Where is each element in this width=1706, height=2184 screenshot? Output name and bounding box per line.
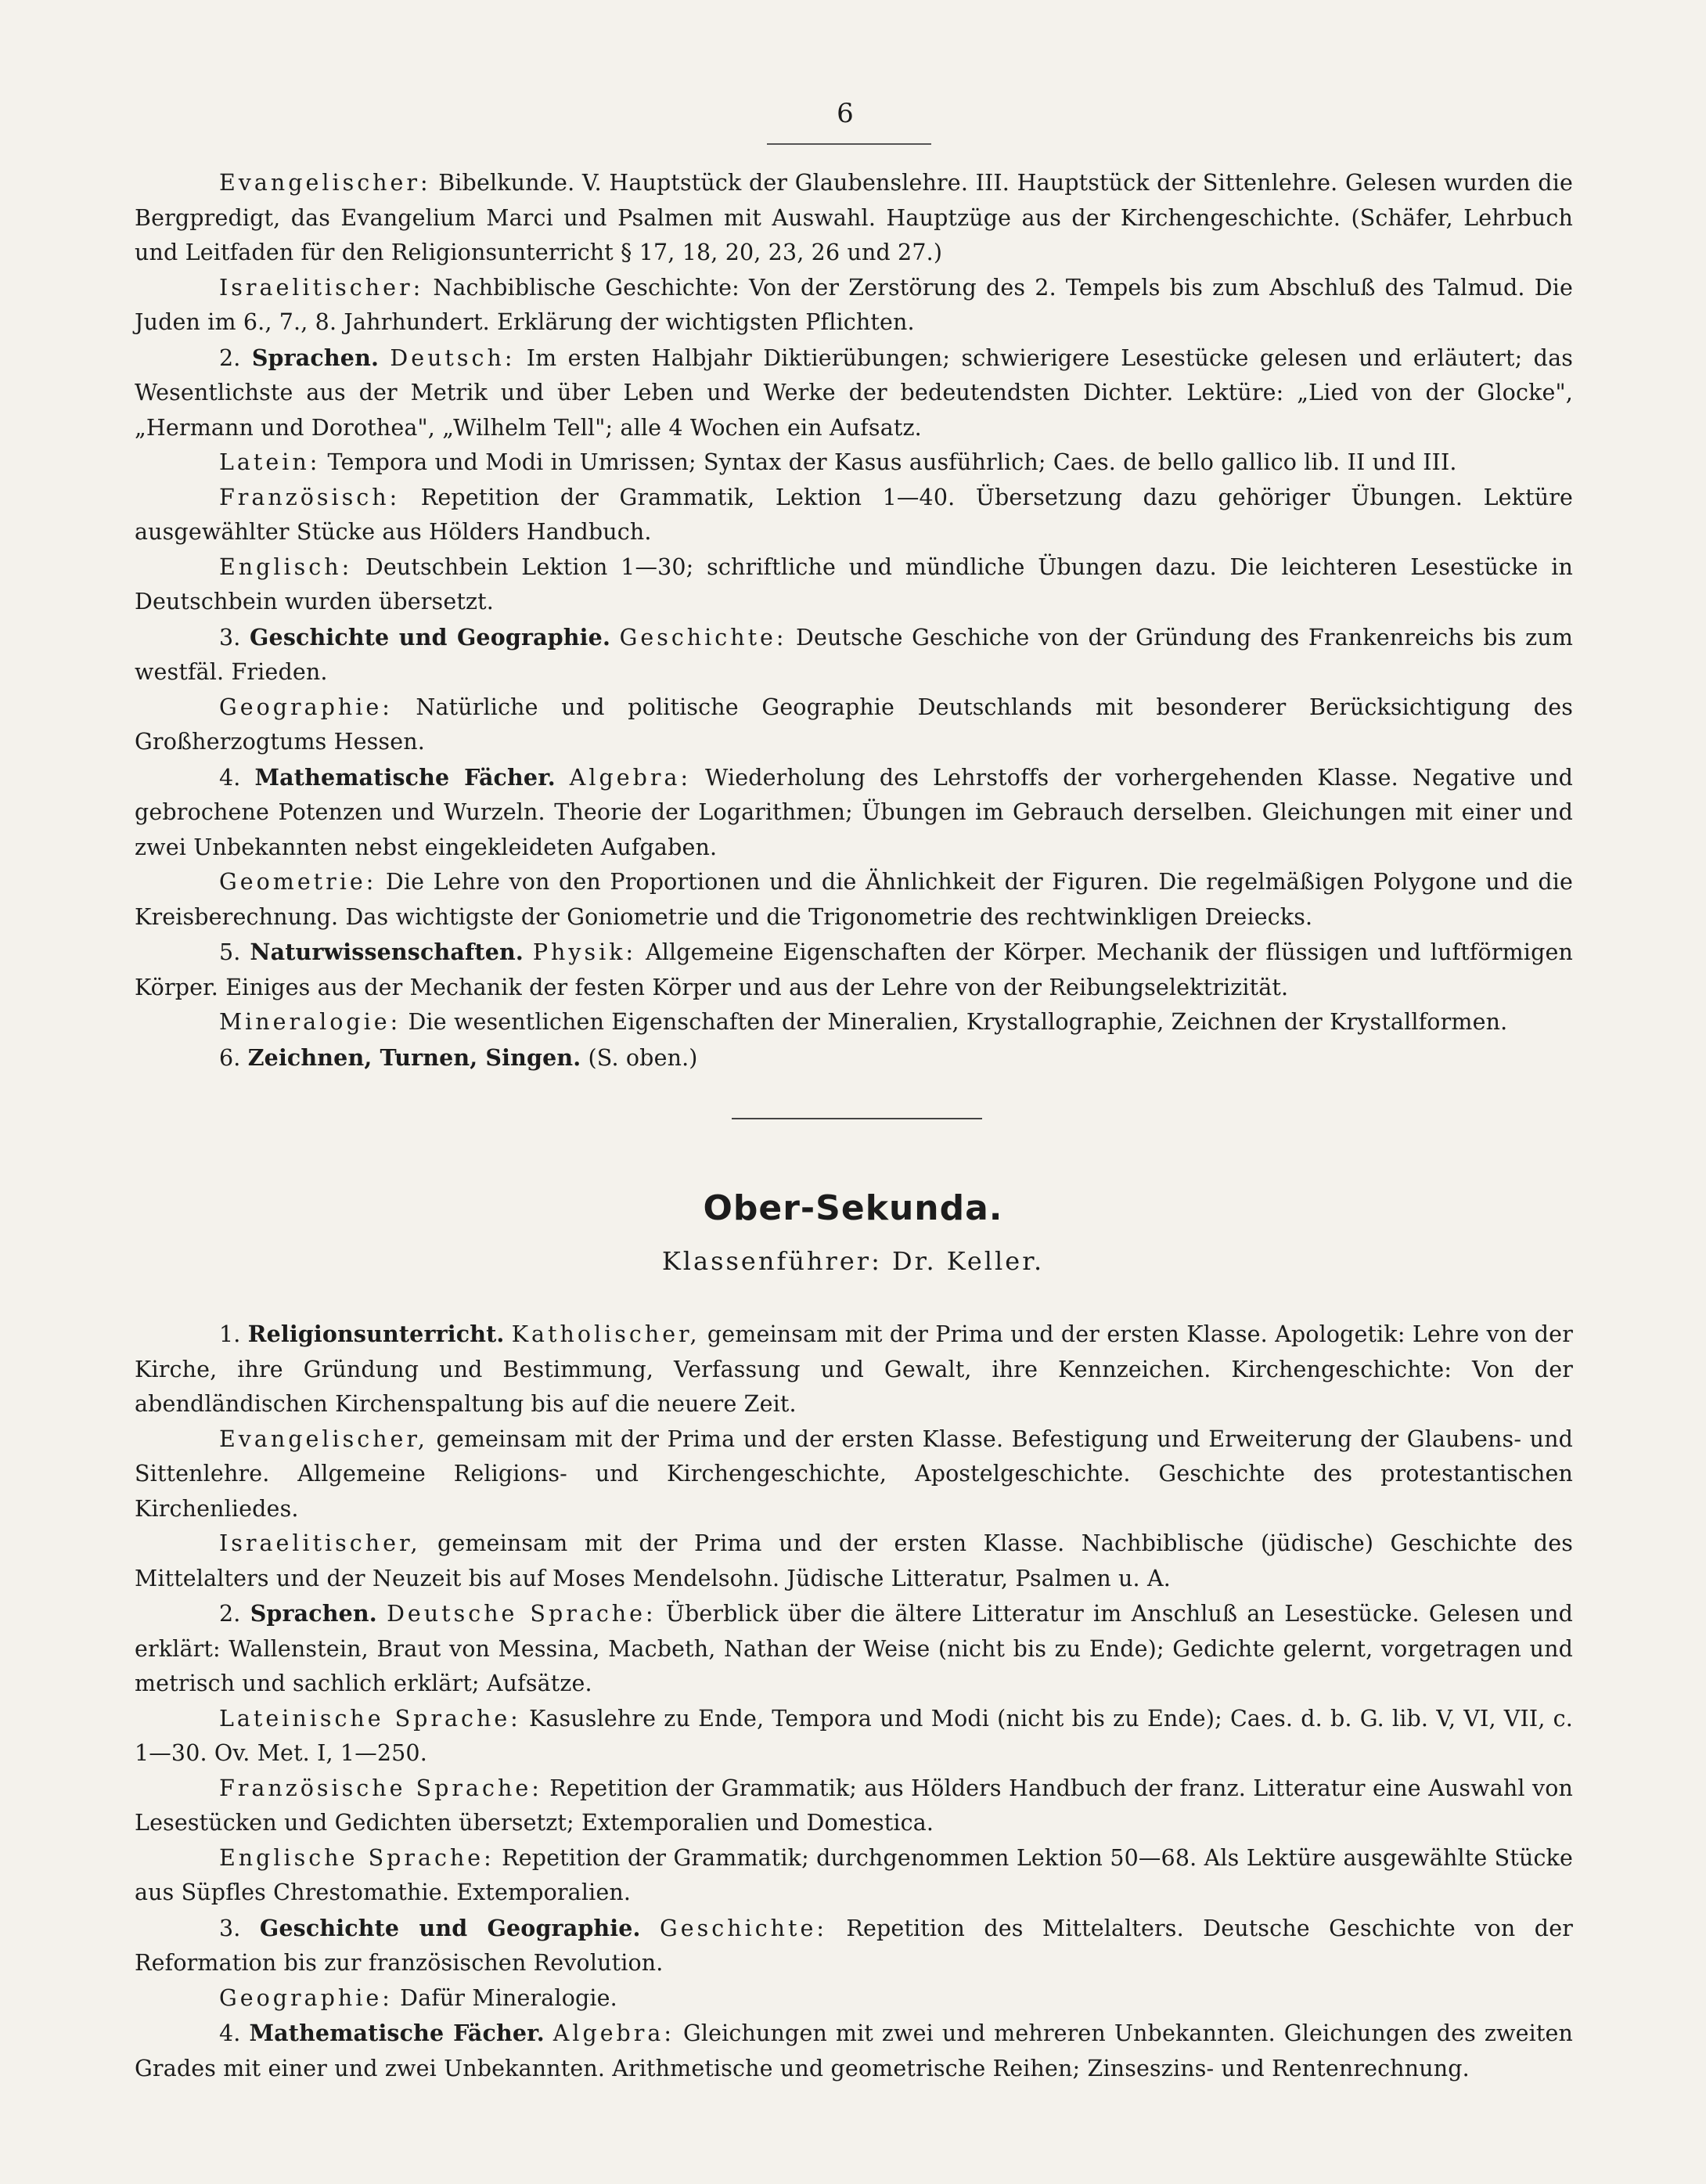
subject-label: Englisch:	[219, 553, 353, 580]
section-number: 2.	[219, 344, 241, 371]
subject-label: Algebra:	[552, 2020, 675, 2046]
paragraph-geographie-2	[135, 1981, 1573, 2016]
paragraph-text: Bibelkunde. V. Hauptstück der Glaubenslehre. III. Hauptstück der Sittenlehre. Gelesen wurden die Bergpredigt, das Evangelium Marci und Psalmen mit Auswahl. Hauptzüge aus der Kirchengeschichte. (Schäfer, Lehrbuch und Leitfaden für den Religionsunterricht § 17, 18, 20, 23, 26 und 27.)	[135, 170, 1573, 265]
paragraph-israelitisch-2	[135, 1526, 1573, 1596]
paragraph-text: Natürliche und politische Geographie Deutschlands mit besonderer Berücksichtigung des Großherzogtums Hessen.	[135, 694, 1573, 755]
paragraph-text: Repetition der Grammatik, Lektion 1—40. Übersetzung dazu gehöriger Übungen. Lektüre ausgewählter Stücke aus Hölders Handbuch.	[135, 484, 1573, 545]
paragraph-geschichte-2	[135, 1911, 1573, 1981]
paragraph-text: Repetition der Grammatik; durchgenommen Lektion 50—68. Als Lektüre ausgewählte Stücke aus Süpfles Chrestomathie. Extemporalien.	[135, 1844, 1573, 1905]
header-rule	[767, 143, 931, 145]
subject-label: Geographie:	[219, 694, 393, 720]
paragraph-franzoesisch	[135, 481, 1573, 550]
section-heading: Naturwissenschaften.	[250, 939, 524, 965]
subject-label: Deutsche Sprache:	[387, 1601, 657, 1627]
subject-label: Physik:	[532, 939, 637, 965]
paragraph-text: Die wesentlichen Eigenschaften der Mineralien, Krystallographie, Zeichnen der Krystallformen.	[408, 1009, 1508, 1035]
paragraph-text: Im ersten Halbjahr Diktierübungen; schwierigere Lesestücke gelesen und erläutert; das Wesentlichste aus der Metrik und über Leben und Werke der bedeutendsten Dichter. Lektüre: „Lied von der Glocke", „Hermann und Dorothea", „Wilhelm Tell"; alle 4 Wochen ein Aufsatz.	[135, 344, 1573, 441]
paragraph-text: gemeinsam mit der Prima und der ersten Klasse. Befestigung und Erweiterung der Glaubens- und Sittenlehre. Allgemeine Religions- und Kirchengeschichte, Apostelgeschichte. Geschichte des protestantischen Kirchenliedes.	[135, 1425, 1573, 1522]
paragraph-text: Repetition der Grammatik; aus Hölders Handbuch der franz. Litteratur eine Auswahl von Lesestücken und Gedichten übersetzt; Extemporalien und Domestica.	[135, 1775, 1574, 1836]
subject-label: Französische Sprache:	[219, 1775, 542, 1801]
subject-label: Französisch:	[219, 484, 401, 510]
section-heading: Geschichte und Geographie.	[259, 1914, 641, 1941]
paragraph-text: Deutschbein Lektion 1—30; schriftliche und mündliche Übungen dazu. Die leichteren Lesestücke in Deutschbein wurden übersetzt.	[135, 553, 1573, 614]
paragraph-text: Allgemeine Eigenschaften der Körper. Mechanik der flüssigen und luftförmigen Körper. Einiges aus der Mechanik der festen Körper und aus der Lehre von der Reibungselektrizität.	[135, 939, 1573, 1000]
paragraph-text: Nachbiblische Geschichte: Von der Zerstörung des 2. Tempels bis zum Abschluß des Talmud. Die Juden im 6., 7., 8. Jahrhundert. Erklärung der wichtigsten Pflichten.	[135, 274, 1573, 335]
paragraph-text: Wiederholung des Lehrstoffs der vorhergehenden Klasse. Negative und gebrochene Potenzen und Wurzeln. Theorie der Logarithmen; Übungen im Gebrauch derselben. Gleichungen mit einer und zwei Unbekannten nebst eingekleideten Aufgaben.	[135, 764, 1573, 860]
paragraph-text: Tempora und Modi in Umrissen; Syntax der Kasus ausführlich; Caes. de bello gallico lib. II und III.	[327, 449, 1457, 475]
page-number: 6	[837, 98, 854, 129]
paragraph-text: Dafür Mineralogie.	[400, 1984, 617, 2011]
paragraph-geographie	[135, 690, 1573, 760]
subject-label: Evangelischer,	[219, 1425, 428, 1452]
curriculum-upper-section	[135, 166, 1573, 1076]
subject-label: Israelitischer:	[219, 274, 424, 301]
paragraph-latein	[135, 445, 1573, 481]
section-number: 6.	[219, 1044, 241, 1071]
paragraph-englische-sprache	[135, 1841, 1573, 1911]
section-heading: Sprachen.	[250, 1600, 377, 1627]
paragraph-geometrie	[135, 865, 1573, 935]
subject-label: Latein:	[219, 449, 321, 475]
paragraph-englisch	[135, 550, 1573, 620]
section-heading: Mathematische Fächer.	[249, 2020, 545, 2046]
section-heading: Religionsunterricht.	[247, 1321, 505, 1347]
paragraph-lateinische-sprache	[135, 1702, 1573, 1771]
paragraph-text: Repetition des Mittelalters. Deutsche Geschichte von der Reformation bis zur französischen Revolution.	[135, 1915, 1573, 1976]
paragraph-religion	[135, 1317, 1573, 1422]
paragraph-naturwissenschaften	[135, 935, 1573, 1005]
paragraph-mineralogie	[135, 1005, 1573, 1040]
paragraph-text: (S. oben.)	[588, 1044, 698, 1071]
paragraph-text: gemeinsam mit der Prima und der ersten Klasse. Apologetik: Lehre von der Kirche, ihre Gründung und Bestimmung, Verfassung und Gewalt, ihre Kennzeichen. Kirchengeschichte: Von der abendländischen Kirchenspaltung bis auf die neuere Zeit.	[135, 1321, 1573, 1417]
subject-label: Geometrie:	[219, 869, 377, 895]
section-number: 4.	[219, 2020, 241, 2046]
section-heading: Zeichnen, Turnen, Singen.	[247, 1043, 581, 1071]
subject-label: Evangelischer:	[219, 170, 431, 196]
curriculum-lower-section	[135, 1317, 1573, 2086]
paragraph-sprachen	[135, 341, 1573, 446]
section-title: Ober-Sekunda.	[703, 1188, 1003, 1228]
paragraph-geschichte	[135, 620, 1573, 690]
subject-label: Mineralogie:	[219, 1009, 401, 1035]
paragraph-text: Überblick über die ältere Litteratur im Anschluß an Lesestücke. Gelesen und erklärt: Wallenstein, Braut von Messina, Macbeth, Nathan der Weise (nicht bis zu Ende); Gedichte gelernt, vorgetragen und metrisch und sachlich erklärt; Aufsätze.	[135, 1601, 1574, 1696]
subject-label: Israelitischer,	[219, 1530, 421, 1556]
section-number: 1.	[219, 1321, 241, 1347]
paragraph-text: Gleichungen mit zwei und mehreren Unbekannten. Gleichungen des zweiten Grades mit einer und zwei Unbekannten. Arithmetische und geometrische Reihen; Zinseszins- und Rentenrechnung.	[135, 2020, 1573, 2081]
paragraph-evangelisch-2	[135, 1422, 1573, 1527]
section-number: 5.	[219, 939, 241, 965]
paragraph-evangelisch	[135, 166, 1573, 271]
subject-label: Geschichte:	[619, 624, 787, 651]
subject-label: Deutsch:	[390, 344, 516, 371]
paragraph-mathematik	[135, 760, 1573, 866]
subject-label: Geschichte:	[660, 1915, 827, 1941]
paragraph-text: Kasuslehre zu Ende, Tempora und Modi (nicht bis zu Ende); Caes. d. b. G. lib. V, VI, VII, c. 1—30. Ov. Met. I, 1—250.	[135, 1705, 1573, 1766]
section-number: 3.	[219, 1915, 241, 1941]
subject-label: Geographie:	[219, 1984, 393, 2011]
subject-label: Lateinische Sprache:	[219, 1705, 521, 1732]
subject-label: Katholischer,	[511, 1321, 700, 1347]
subject-label: Englische Sprache:	[219, 1844, 495, 1871]
section-number: 4.	[219, 764, 241, 791]
section-heading: Geschichte und Geographie.	[250, 623, 611, 651]
paragraph-israelitisch	[135, 271, 1573, 341]
section-divider	[732, 1118, 982, 1119]
section-number: 3.	[219, 624, 241, 651]
paragraph-text: Die Lehre von den Proportionen und die Ähnlichkeit der Figuren. Die regelmäßigen Polygone und die Kreisberechnung. Das wichtigste der Goniometrie und die Trigonometrie des rechtwinkligen Dreiecks.	[135, 869, 1573, 930]
paragraph-text: Deutsche Geschiche von der Gründung des Frankenreichs bis zum westfäl. Frieden.	[135, 624, 1574, 685]
paragraph-franzoesische-sprache	[135, 1771, 1573, 1841]
paragraph-zeichnen	[135, 1040, 1573, 1076]
section-heading: Sprachen.	[251, 344, 380, 371]
paragraph-mathematik-2	[135, 2016, 1573, 2086]
class-leader: Klassenführer: Dr. Keller.	[661, 1246, 1045, 1276]
paragraph-deutsche-sprache	[135, 1596, 1573, 1702]
section-number: 2.	[219, 1601, 241, 1627]
section-heading: Mathematische Fächer.	[254, 763, 556, 791]
paragraph-text: gemeinsam mit der Prima und der ersten Klasse. Nachbiblische (jüdische) Geschichte des Mittelalters und der Neuzeit bis auf Moses Mendelsohn. Jüdische Litteratur, Psalmen u. A.	[135, 1530, 1573, 1591]
subject-label: Algebra:	[569, 764, 692, 791]
